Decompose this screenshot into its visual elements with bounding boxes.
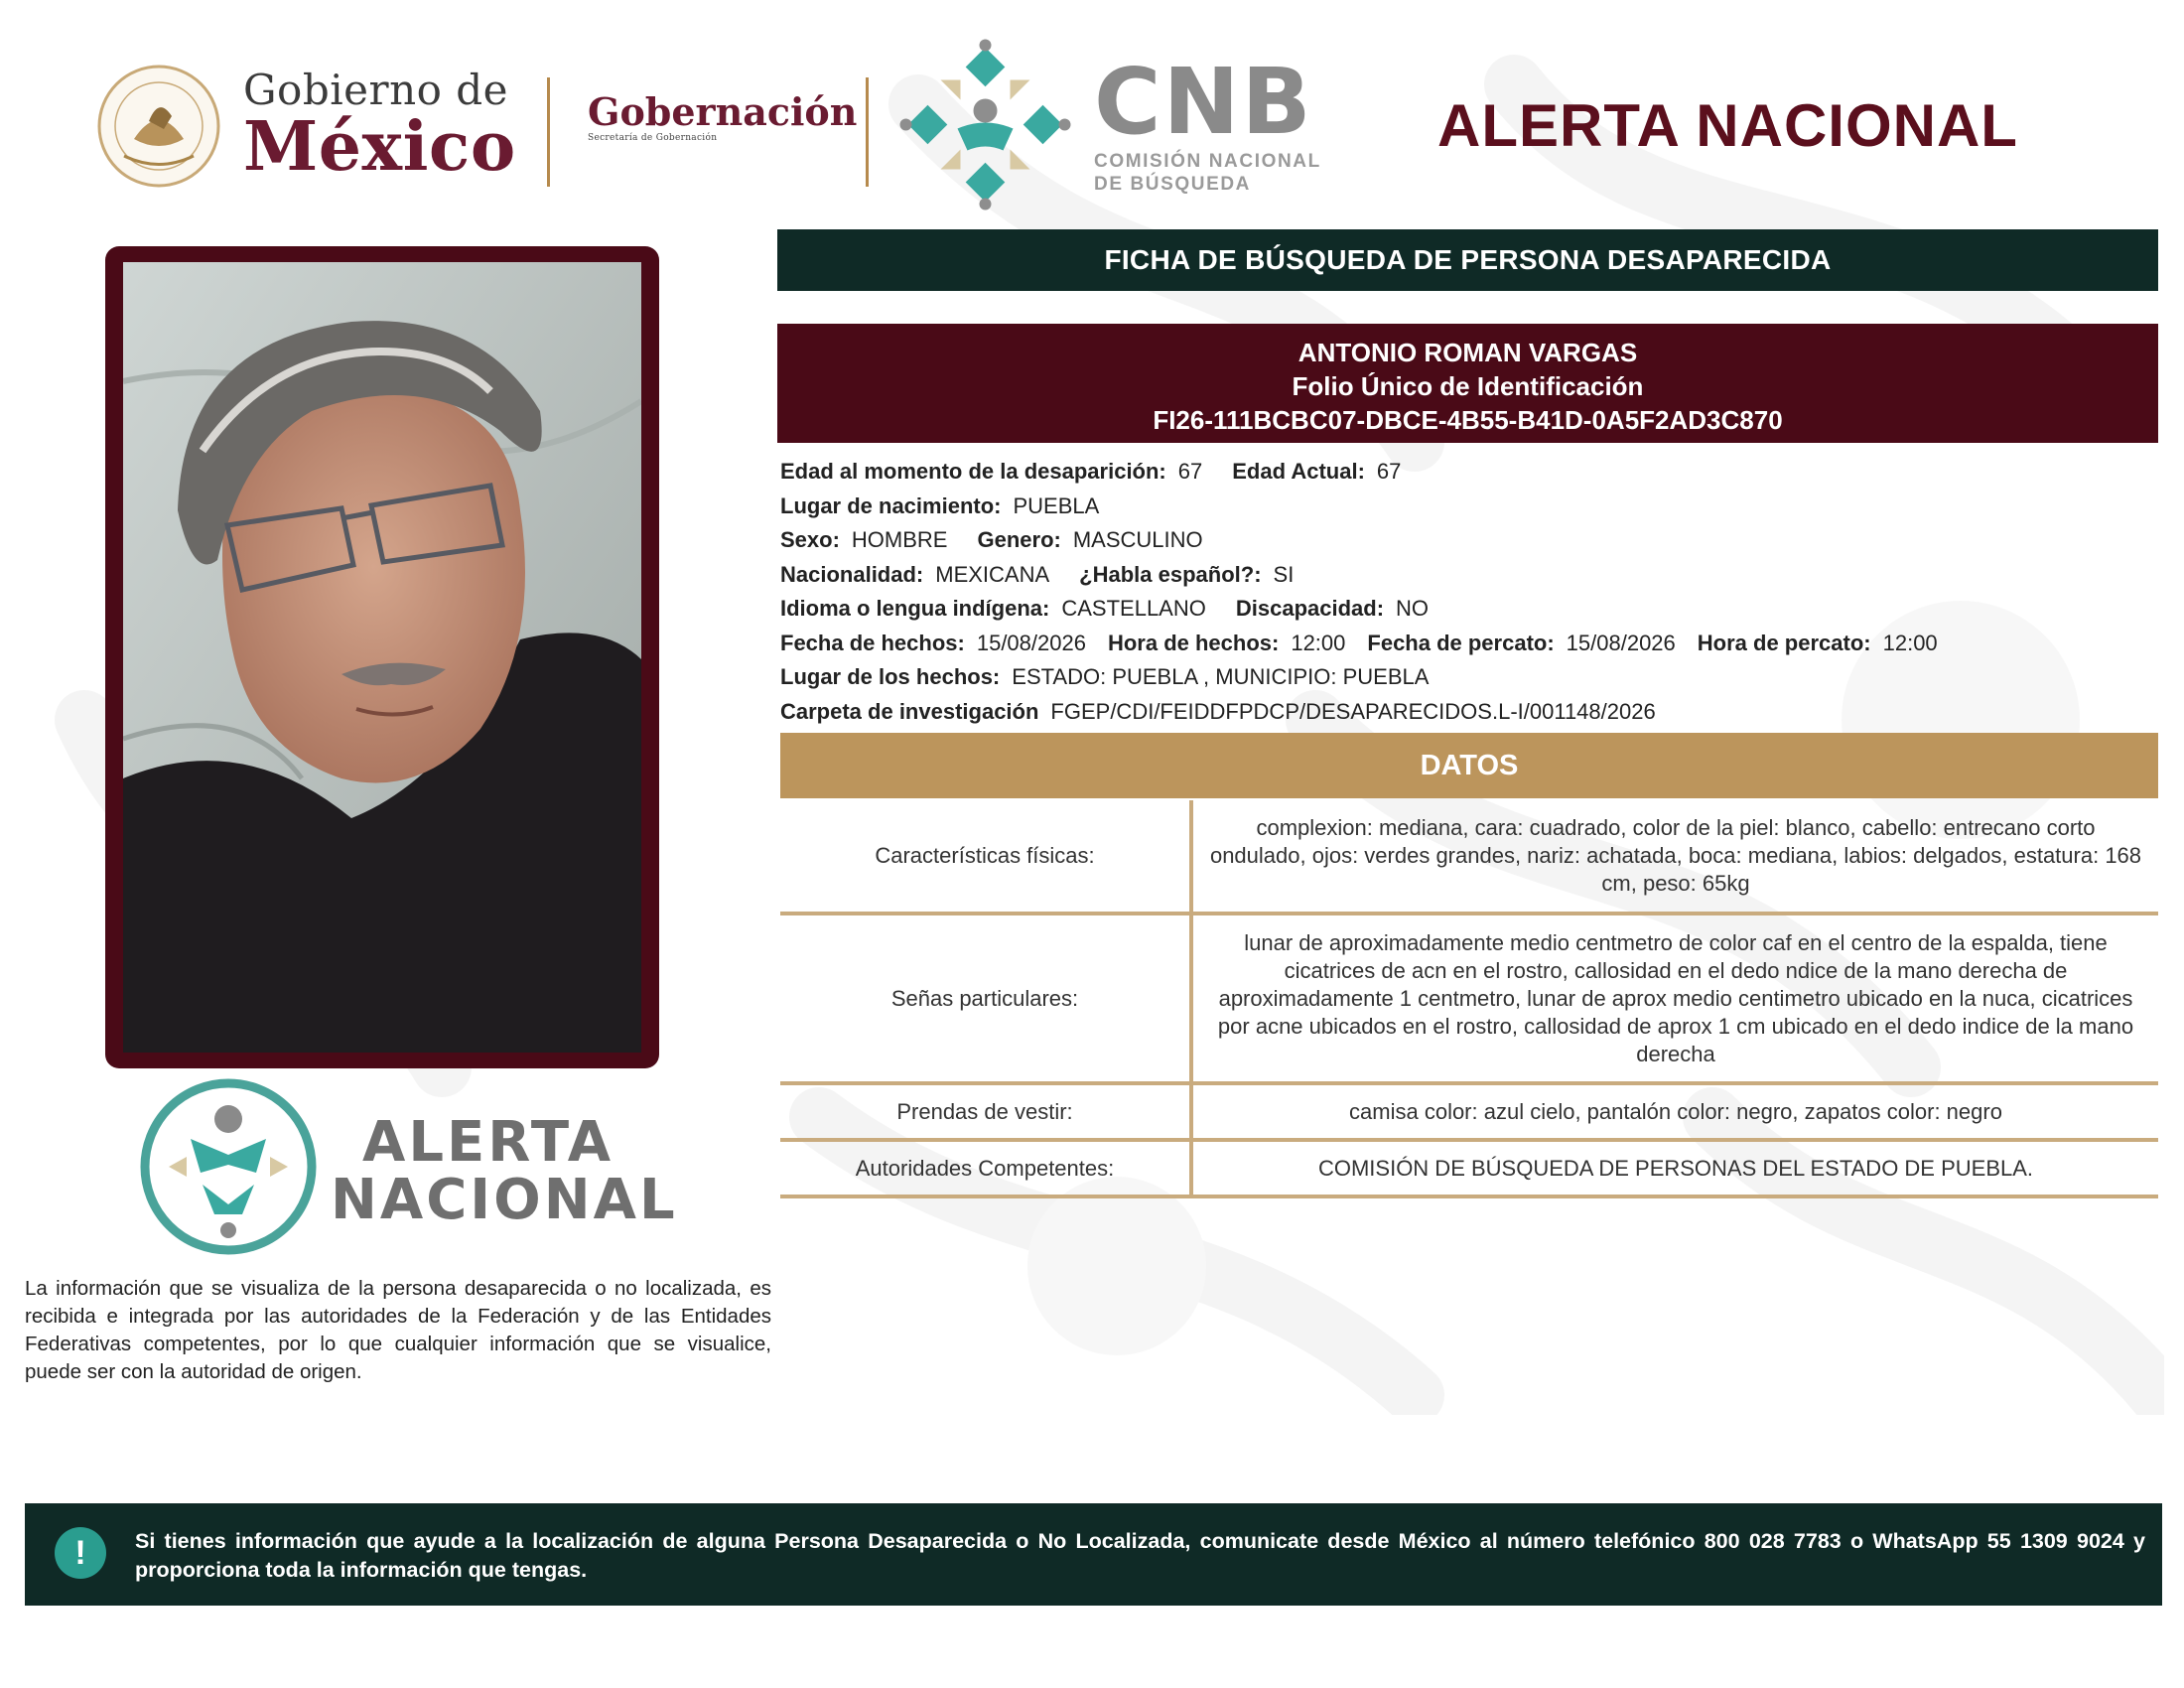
person-photo-frame	[105, 246, 659, 1068]
nacionalidad-value: MEXICANA	[935, 561, 1050, 587]
idioma-value: CASTELLANO	[1061, 596, 1206, 621]
ficha-title: FICHA DE BÚSQUEDA DE PERSONA DESAPARECIDA	[777, 229, 2158, 291]
footer-text: Si tienes información que ayude a la localización de alguna Persona Desaparecida o No Localizada, comunicate desde México al número telefónico 800 028 7783 o WhatsApp 55 1309 9024 y proporciona toda la información que tengas.	[135, 1529, 2145, 1582]
datos-value: camisa color: azul cielo, pantalón color: negro, zapatos color: negro	[1191, 1083, 2158, 1140]
page-title: ALERTA NACIONAL	[1437, 92, 2018, 159]
info-row	[780, 660, 2160, 695]
carpeta-value: FGEP/CDI/FEIDDFPDCP/DESAPARECIDOS.L-I/001148/2026	[1050, 698, 1656, 724]
person-photo	[123, 262, 641, 1053]
fecha-percato-label: Fecha de percato:	[1367, 630, 1555, 655]
footer-banner	[25, 1503, 2162, 1606]
carpeta-label: Carpeta de investigación	[780, 698, 1039, 724]
datos-table	[780, 800, 2158, 1198]
gobierno-mexico-logo	[243, 66, 516, 187]
datos-label: Prendas de vestir:	[780, 1083, 1191, 1140]
lugar-hechos-label: Lugar de los hechos:	[780, 664, 1001, 689]
info-row	[780, 695, 2160, 730]
genero-value: MASCULINO	[1072, 527, 1203, 552]
nacionalidad-label: Nacionalidad:	[780, 561, 924, 587]
hora-hechos-value: 12:00	[1291, 630, 1346, 655]
folio-number: FI26-111BCBC07-DBCE-4B55-B41D-0A5F2AD3C870	[1153, 405, 1783, 435]
person-info	[780, 455, 2160, 729]
sexo-label: Sexo:	[780, 527, 840, 552]
datos-value: lunar de aproximadamente medio centmetro de color caf en el centro de la espalda, tiene cicatrices de acn en el rostro, callosidad en el dedo ndice de la mano derecha de aproximadamente 1 centmetro, lunar de aprox medio centimetro ubicado en la nuca, cicatrices por acne ubicados en el rostro, callosidad de aprox 1 cm ubicado en el dedo indice de la mano derecha	[1191, 914, 2158, 1083]
folio-label: Folio Único de Identificación	[1292, 371, 1644, 401]
table-row	[780, 800, 2158, 914]
datos-label: Características físicas:	[780, 800, 1191, 914]
hora-percato-label: Hora de percato:	[1697, 630, 1871, 655]
cnb-logo-icon	[898, 38, 1072, 211]
cnb-wordmark	[1094, 49, 1321, 196]
exclamation-icon: !	[55, 1527, 106, 1579]
edad-desaparicion-value: 67	[1177, 459, 1203, 484]
info-row	[780, 523, 2160, 558]
fecha-hechos-value: 15/08/2026	[976, 630, 1086, 655]
cnb-acronym: CNB	[1094, 49, 1313, 155]
hora-percato-value: 12:00	[1882, 630, 1938, 655]
datos-value: COMISIÓN DE BÚSQUEDA DE PERSONAS DEL ESTADO DE PUEBLA.	[1191, 1140, 2158, 1196]
cnb-line2: DE BÚSQUEDA	[1094, 174, 1252, 195]
info-row	[780, 558, 2160, 593]
lugar-hechos-value: ESTADO: PUEBLA , MUNICIPIO: PUEBLA	[1012, 664, 1430, 689]
idioma-label: Idioma o lengua indígena:	[780, 596, 1050, 621]
table-row	[780, 1140, 2158, 1196]
header-divider	[866, 77, 869, 187]
edad-desaparicion-label: Edad al momento de la desaparición:	[780, 459, 1166, 484]
gobierno-line2: México	[243, 107, 516, 187]
table-row	[780, 914, 2158, 1083]
person-name: ANTONIO ROMAN VARGAS	[1297, 338, 1638, 367]
gobernacion-subtitle: Secretaría de Gobernación	[588, 133, 718, 143]
sexo-value: HOMBRE	[851, 527, 948, 552]
genero-label: Genero:	[977, 527, 1061, 552]
table-row	[780, 1083, 2158, 1140]
datos-label: Autoridades Competentes:	[780, 1140, 1191, 1196]
fecha-hechos-label: Fecha de hechos:	[780, 630, 965, 655]
info-row	[780, 490, 2160, 524]
gobernacion-title: Gobernación	[588, 89, 858, 134]
cnb-line1: COMISIÓN NACIONAL	[1094, 151, 1321, 172]
info-row	[780, 592, 2160, 627]
alerta-nacional-wordmark	[331, 1110, 678, 1232]
header	[0, 0, 2184, 213]
edad-actual-label: Edad Actual:	[1232, 459, 1365, 484]
info-row	[780, 627, 2160, 661]
gobernacion-logo	[588, 91, 857, 143]
info-row	[780, 455, 2160, 490]
lugar-nacimiento-value: PUEBLA	[1013, 492, 1100, 518]
disclaimer-text: La información que se visualiza de la persona desaparecida o no localizada, es recibida e integrada por las autoridades de la Federación y de las Entidades Federativas competentes, por lo que cualquier información que se visualice, puede ser con la autoridad de origen.	[25, 1277, 771, 1383]
discapacidad-value: NO	[1396, 596, 1430, 621]
header-divider	[547, 77, 550, 187]
habla-espanol-value: SI	[1273, 561, 1295, 587]
alerta-logo-line1: ALERTA	[362, 1110, 614, 1175]
datos-label: Señas particulares:	[780, 914, 1191, 1083]
mexico-seal-icon	[94, 62, 223, 191]
fecha-percato-value: 15/08/2026	[1566, 630, 1676, 655]
gobierno-line1: Gobierno de	[243, 66, 509, 114]
edad-actual-value: 67	[1376, 459, 1402, 484]
alerta-nacional-logo-icon	[139, 1077, 318, 1256]
hora-hechos-label: Hora de hechos:	[1107, 630, 1280, 655]
datos-header: DATOS	[780, 733, 2158, 798]
alerta-logo-line2: NACIONAL	[331, 1168, 678, 1232]
lugar-nacimiento-label: Lugar de nacimiento:	[780, 492, 1002, 518]
datos-value: complexion: mediana, cara: cuadrado, color de la piel: blanco, cabello: entrecano corto ondulado, ojos: verdes grandes, nariz: achatada, boca: mediana, labios: delgados, estatura: 168 cm, peso: 65kg	[1191, 800, 2158, 914]
discapacidad-label: Discapacidad:	[1235, 596, 1385, 621]
habla-espanol-label: ¿Habla español?:	[1079, 561, 1262, 587]
person-header	[777, 324, 2158, 443]
